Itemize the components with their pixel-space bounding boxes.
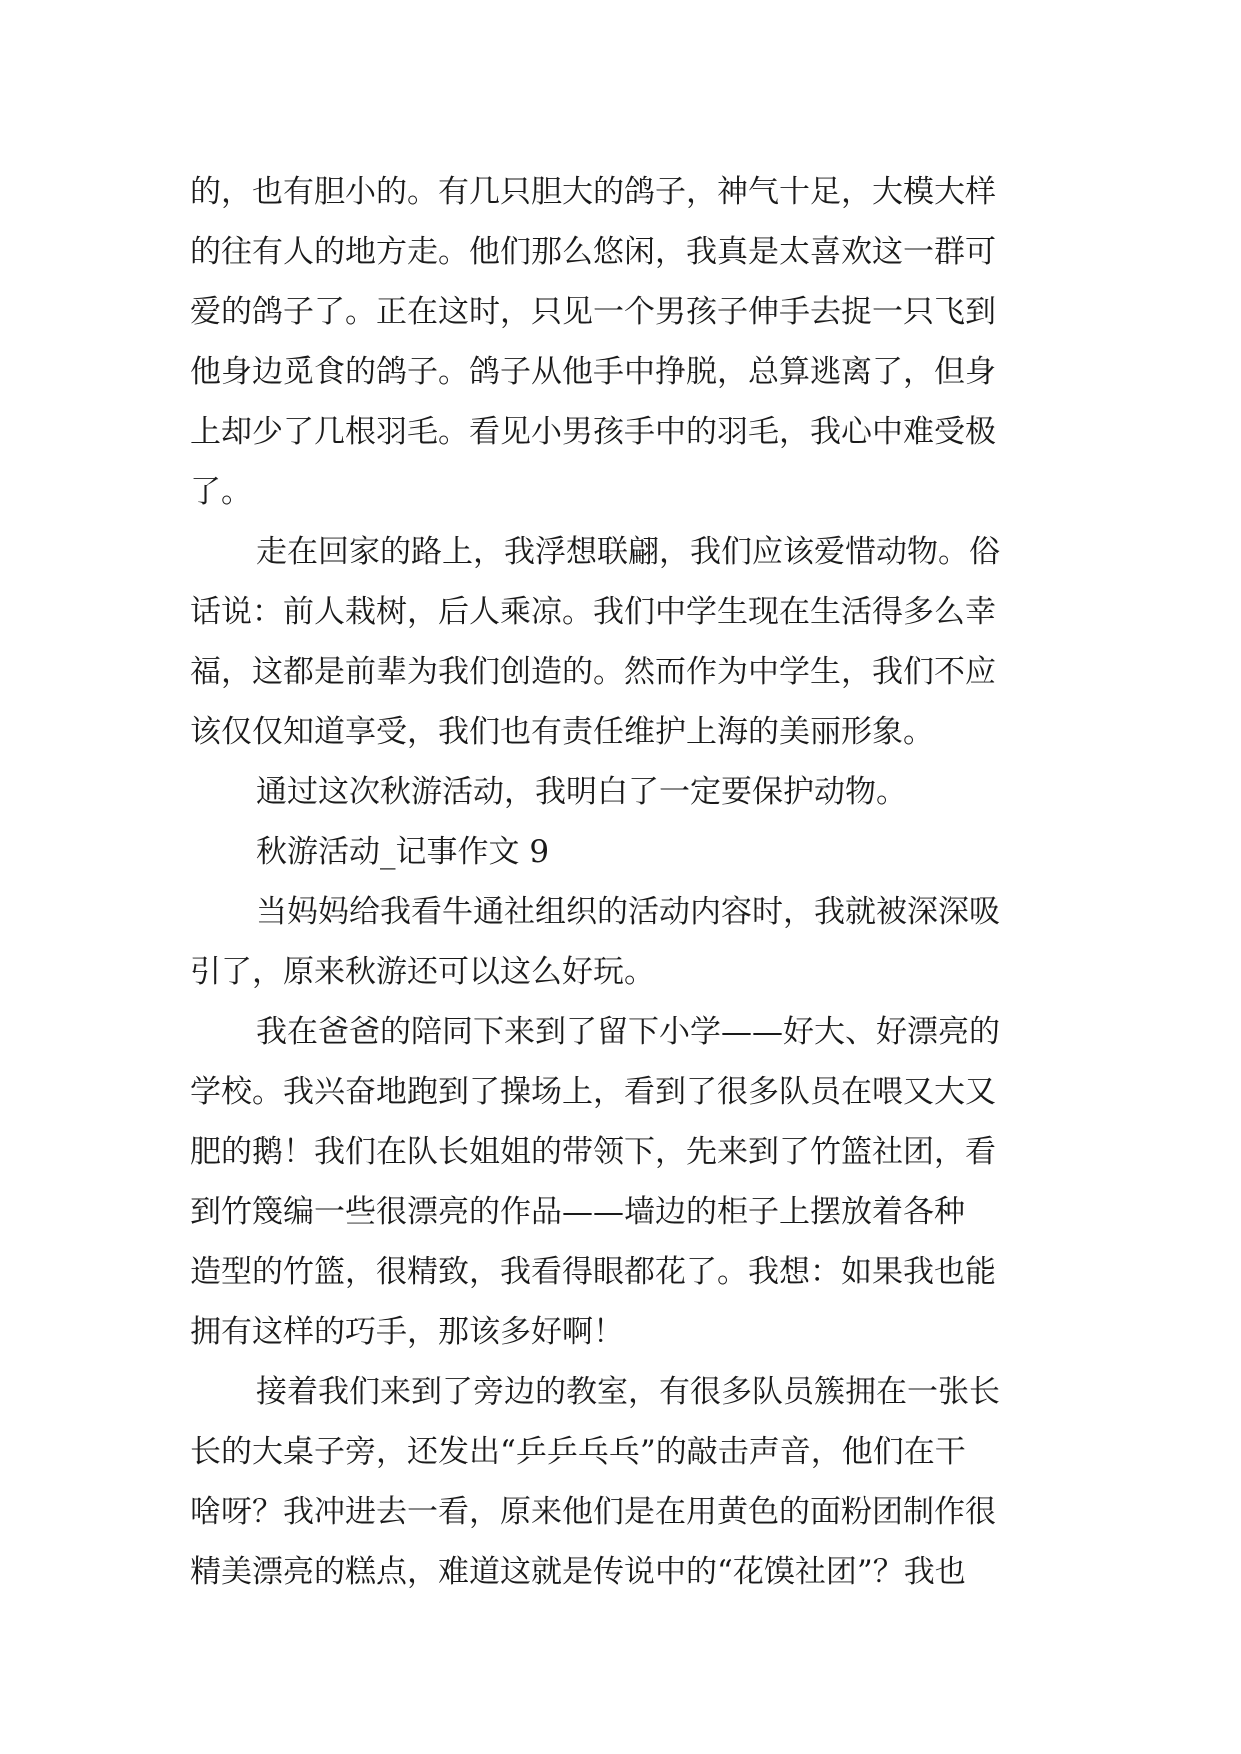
text-line-8: 话说：前人栽树，后人乘凉。我们中学生现在生活得多么幸: [190, 594, 996, 630]
text-line-2: 的往有人的地方走。他们那么悠闲，我真是太喜欢这一群可: [190, 234, 996, 270]
text-line-4: 他身边觅食的鸽子。鸽子从他手中挣脱，总算逃离了，但身: [190, 354, 996, 390]
text-line-7: 走在回家的路上，我浮想联翩，我们应该爱惜动物。俗: [256, 534, 1000, 570]
text-line-16: 学校。我兴奋地跑到了操场上，看到了很多队员在喂又大又: [190, 1074, 996, 1110]
section-heading: 秋游活动_记事作文 9: [256, 834, 550, 870]
text-line-22: 长的大桌子旁，还发出“乒乒乓乓”的敲击声音，他们在干: [190, 1434, 966, 1470]
text-line-11: 通过这次秋游活动，我明白了一定要保护动物。: [256, 774, 907, 810]
text-line-9: 福，这都是前辈为我们创造的。然而作为中学生，我们不应: [190, 654, 996, 690]
text-line-5: 上却少了几根羽毛。看见小男孩手中的羽毛，我心中难受极: [190, 414, 996, 450]
text-line-19: 造型的竹篮，很精致，我看得眼都花了。我想：如果我也能: [190, 1254, 996, 1290]
document-page: [190, 162, 1050, 1602]
text-line-24: 精美漂亮的糕点，难道这就是传说中的“花馍社团”？我也: [190, 1554, 966, 1590]
text-line-20: 拥有这样的巧手，那该多好啊！: [190, 1314, 624, 1350]
text-line-21: 接着我们来到了旁边的教室，有很多队员簇拥在一张长: [256, 1374, 1000, 1410]
text-line-13: 当妈妈给我看牛通社组织的活动内容时，我就被深深吸: [256, 894, 1000, 930]
text-line-3: 爱的鸽子了。正在这时，只见一个男孩子伸手去捉一只飞到: [190, 294, 996, 330]
text-line-1: 的，也有胆小的。有几只胆大的鸽子，神气十足，大模大样: [190, 174, 996, 210]
text-line-23: 啥呀？我冲进去一看，原来他们是在用黄色的面粉团制作很: [190, 1494, 996, 1530]
text-line-18: 到竹篾编一些很漂亮的作品——墙边的柜子上摆放着各种: [190, 1194, 965, 1230]
text-line-6: 了。: [190, 474, 252, 510]
text-line-14: 引了，原来秋游还可以这么好玩。: [190, 954, 655, 990]
text-line-10: 该仅仅知道享受，我们也有责任维护上海的美丽形象。: [190, 714, 934, 750]
text-line-17: 肥的鹅！我们在队长姐姐的带领下，先来到了竹篮社团，看: [190, 1134, 996, 1170]
text-line-15: 我在爸爸的陪同下来到了留下小学——好大、好漂亮的: [256, 1014, 1000, 1050]
